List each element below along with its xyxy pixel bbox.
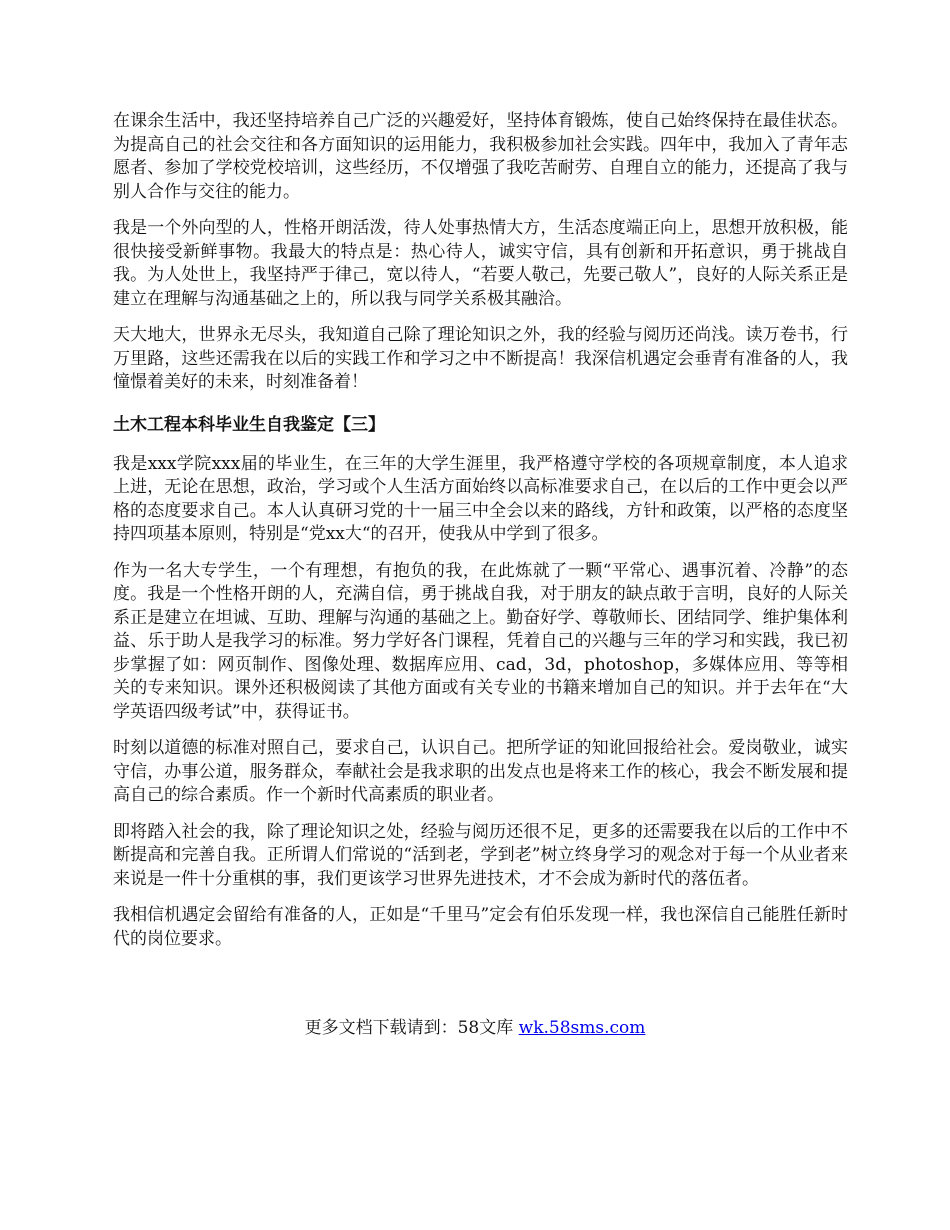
paragraph: 在课余生活中，我还坚持培养自己广泛的兴趣爱好，坚持体育锻炼，使自己始终保持在最佳状态。为提高自己的社会交往和各方面知识的运用能力，我积极参加社会实践。四年中，我加入了青年志愿者、参加了学校党校培训，这些经历，不仅增强了我吃苦耐劳、自理自立的能力，还提高了我与别人合作与交往的能力。	[113, 111, 848, 202]
paragraph: 即将踏入社会的我，除了理论知识之处，经验与阅历还很不足，更多的还需要我在以后的工作中不断提高和完善自我。正所谓人们常说的“活到老，学到老”树立终身学习的观念对于每一个从业者来来说是一件十分重棋的事，我们更该学习世界先进技术，才不会成为新时代的落伍者。	[113, 821, 848, 889]
paragraph: 天大地大，世界永无尽头，我知道自己除了理论知识之外，我的经验与阅历还尚浅。读万卷书，行万里路，这些还需我在以后的实践工作和学习之中不断提高！我深信机遇定会垂青有准备的人，我憧憬着美好的未来，时刻准备着！	[113, 325, 848, 392]
paragraph: 时刻以道德的标准对照自己，要求自己，认识自己。把所学证的知讹回报给社会。爱岗敬业，诚实守信，办事公道，服务群众，奉献社会是我求职的出发点也是将来工作的核心，我会不断发展和提高自己的综合素质。作一个新时代高素质的职业者。	[113, 738, 848, 805]
download-footer	[0, 1013, 950, 1038]
paragraph: 我是xxx学院xxx届的毕业生，在三年的大学生涯里，我严格遵守学校的各项规章制度，本人追求上进，无论在思想，政治，学习或个人生活方面始终以高标准要求自己，在以后的工作中更会以严格的态度要求自己。本人认真研习党的十一届三中全会以来的路线，方针和政策，以严格的态度坚持四项基本原则，特别是“党xx大“的召开，使我从中学到了很多。	[113, 453, 848, 544]
site-link[interactable]: wk.58sms.com	[518, 1018, 646, 1038]
paragraph: 作为一名大专学生，一个有理想，有抱负的我，在此炼就了一颗“平常心、遇事沉着、冷静”的态度。我是一个性格开朗的人，充满自信，勇于挑战自我，对于朋友的缺点敢于言明，良好的人际关系正是建立在坦诚、互助、理解与沟通的基础之上。勤奋好学、尊敬师长、团结同学、维护集体利益、乐于助人是我学习的标准。努力学好各门课程，凭着自己的兴趣与三年的学习和实践，我已初步掌握了如：网页制作、图像处理、数据库应用、cad，3d，photoshop，多媒体应用、等等相关的专来知识。课外还积极阅读了其他方面或有关专业的书籍来增加自己的知识。并于去年在“大学英语四级考试”中，获得证书。	[113, 560, 848, 722]
paragraph: 我是一个外向型的人，性格开朗活泼，待人处事热情大方，生活态度端正向上，思想开放积极，能很快接受新鲜事物。我最大的特点是：热心待人，诚实守信，具有创新和开拓意识，勇于挑战自我。为人处世上，我坚持严于律己，宽以待人，“若要人敬己，先要己敬人”，良好的人际关系正是建立在理解与沟通基础之上的，所以我与同学关系极其融洽。	[113, 218, 848, 309]
footer-text: 更多文档下载请到：58文库	[304, 1018, 514, 1038]
paragraph: 我相信机遇定会留给有准备的人，正如是“千里马”定会有伯乐发现一样，我也深信自己能胜任新时代的岗位要求。	[113, 905, 848, 949]
document-body	[113, 110, 848, 964]
section-heading: 土木工程本科毕业生自我鉴定【三】	[113, 414, 385, 435]
